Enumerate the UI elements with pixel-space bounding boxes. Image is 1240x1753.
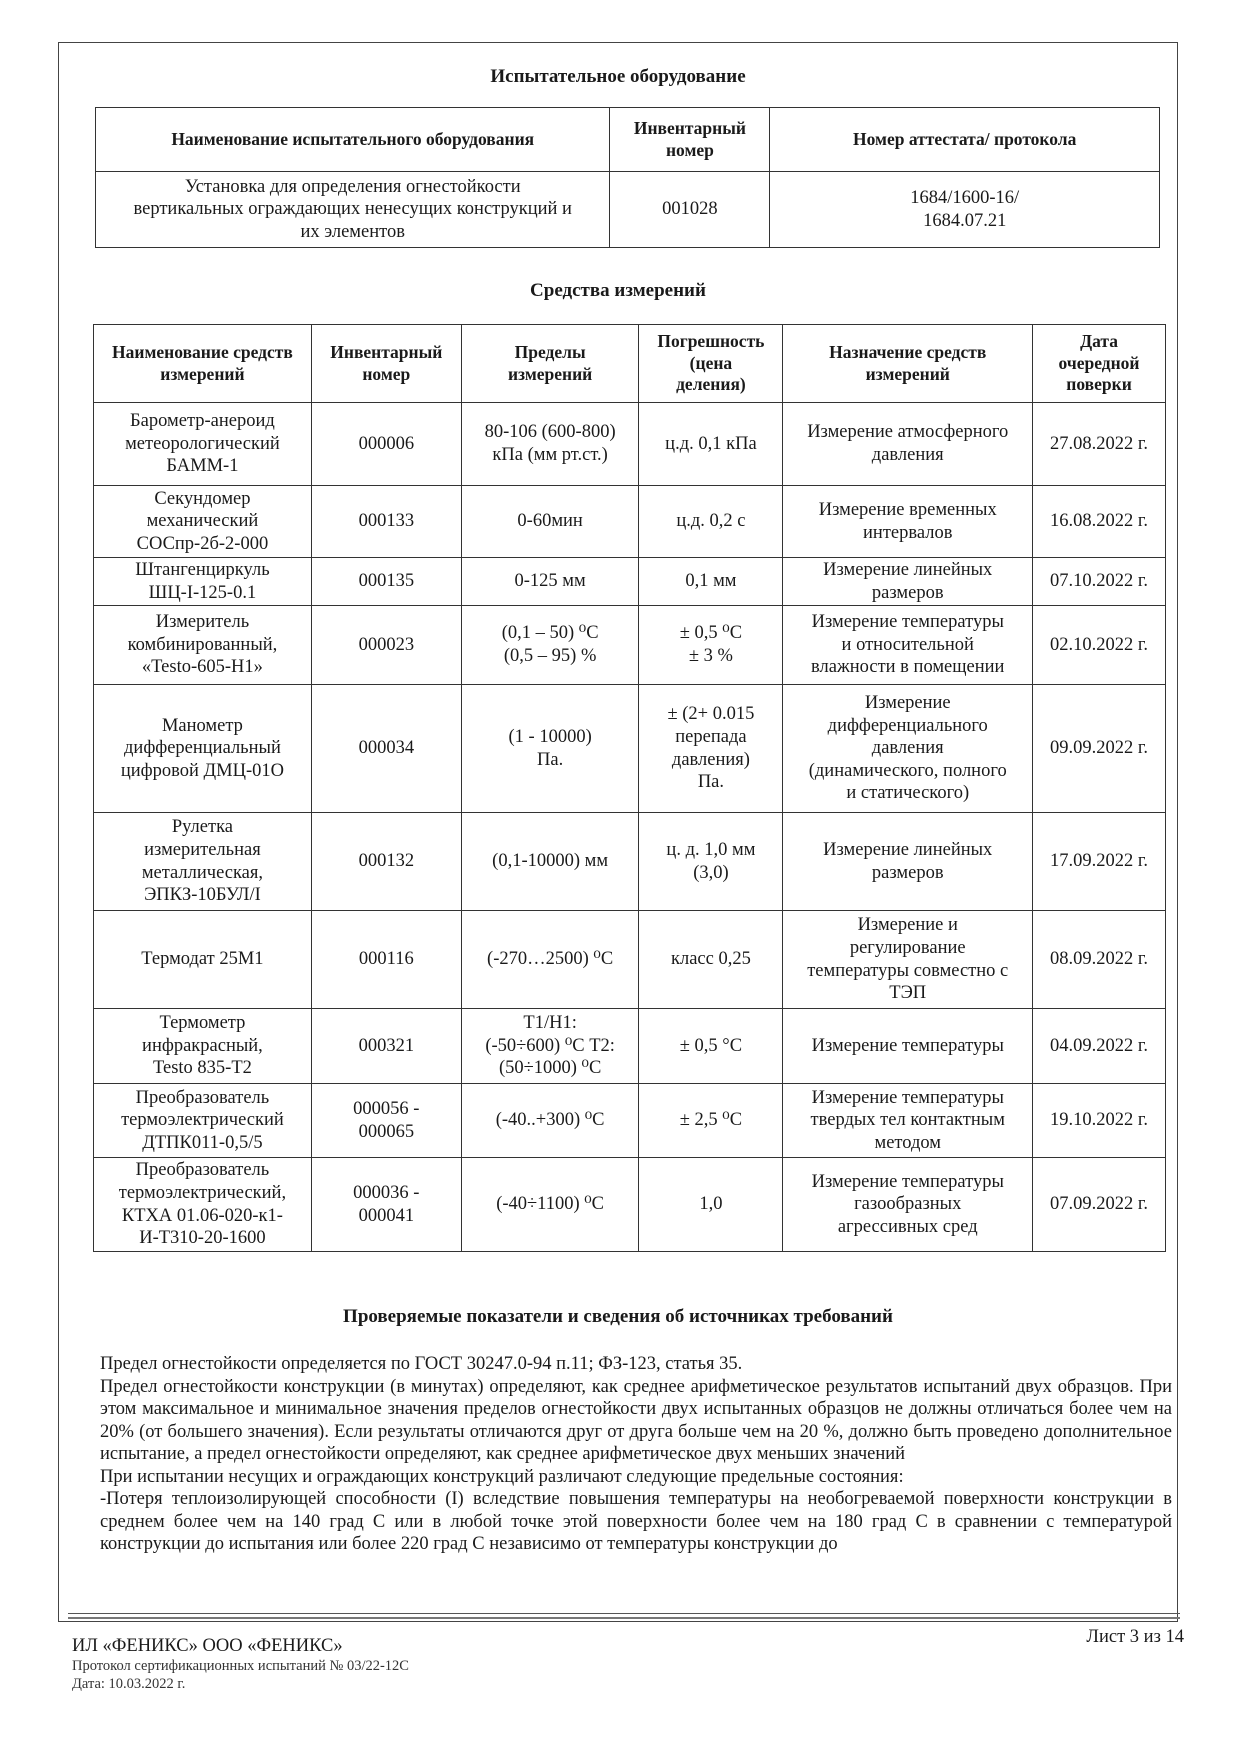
- equipment-header-inventory: [610, 108, 770, 172]
- instrument-row: [94, 685, 1166, 813]
- verification-date-line: 02.10.2022 г.: [1050, 634, 1149, 655]
- requirements-paragraph: Предел огнестойкости определяется по ГОСТ 30247.0-94 п.11; ФЗ-123, статья 35.: [100, 1354, 743, 1374]
- instrument-row: [94, 606, 1166, 685]
- instrument-name-line: Преобразователь: [135, 1087, 270, 1108]
- inventory-number-line: 000034: [358, 738, 415, 759]
- instrument-name-line: Термодат 25М1: [141, 949, 264, 970]
- instrument-row: [94, 1084, 1166, 1158]
- header-purpose: [783, 325, 1033, 403]
- instrument-row: [94, 403, 1166, 486]
- instrument-name-line: БАММ-1: [166, 456, 239, 477]
- header-line: Погрешность: [657, 331, 765, 352]
- instrument-name-line: ШЦ-I-125-0.1: [148, 582, 257, 603]
- footer-organization: ИЛ «ФЕНИКС» ООО «ФЕНИКС»: [72, 1636, 343, 1656]
- instruments-section-title: Средства измерений: [530, 280, 706, 301]
- instrument-name-line: Рулетка: [171, 817, 234, 838]
- instrument-name-cell: [94, 486, 312, 558]
- measurement-range-line: (-40..+300) ⁰С: [495, 1110, 605, 1131]
- purpose-line: размеров: [871, 862, 944, 883]
- instrument-name-line: металлическая,: [141, 862, 264, 883]
- inventory-number-cell: [311, 1084, 461, 1158]
- instrument-name-cell: [94, 685, 312, 813]
- instrument-row: [94, 1009, 1166, 1084]
- instrument-row: [94, 813, 1166, 911]
- inventory-number-line: 000116: [358, 949, 414, 970]
- instrument-name-cell: [94, 1084, 312, 1158]
- instrument-name-line: цифровой ДМЦ-01О: [120, 760, 284, 781]
- accuracy-cell: [639, 813, 783, 911]
- purpose-cell: [783, 558, 1033, 606]
- measurement-range-line: (-50÷600) ⁰С Т2:: [485, 1035, 615, 1056]
- measurement-range-line: Т1/Н1:: [523, 1013, 577, 1034]
- header-line: Наименование средств: [112, 342, 293, 363]
- verification-date-cell: [1033, 813, 1166, 911]
- instrument-name-cell: [94, 1009, 312, 1084]
- inventory-number-line: 000065: [358, 1121, 415, 1142]
- measurement-range-line: кПа (мм рт.ст.): [492, 445, 608, 465]
- purpose-line: газообразных: [854, 1194, 962, 1215]
- requirements-paragraph: При испытании несущих и ограждающих конструкций различают следующие предельные состояния:: [100, 1466, 904, 1487]
- purpose-line: Измерение линейных: [823, 839, 993, 860]
- instrument-name-line: ДТПК011-0,5/5: [142, 1132, 263, 1153]
- header-line: измерений: [507, 363, 593, 384]
- instrument-name-line: Секундомер: [154, 488, 251, 509]
- verification-date-cell: [1033, 911, 1166, 1009]
- footer-divider: [68, 1613, 1180, 1614]
- requirements-paragraph: Предел огнестойкости конструкции (в минутах) определяют, как среднее арифметическое результатов испытаний двух образцов. При этом максимальное и минимальное значения пределов огнестойкости двух испытанных образцов не должны отличаться более чем на 20% (от большего значения). Если результаты отличаются друг от друга больше чем на 20 %, должно быть проведено дополнительное испытание, а предел огнестойкости определяют, как среднее арифметическое двух меньших значений: [100, 1376, 1172, 1464]
- equipment-header-certificate: [770, 108, 1160, 172]
- measurement-range-cell: [461, 813, 639, 911]
- purpose-line: Измерение: [864, 693, 951, 714]
- instrument-name-line: Манометр: [161, 715, 243, 736]
- instrument-name-line: Testo 835-T2: [152, 1058, 252, 1079]
- purpose-line: размеров: [871, 582, 944, 603]
- instrument-name-cell: [94, 911, 312, 1009]
- footer-divider: [68, 1617, 1180, 1619]
- purpose-line: и относительной: [841, 634, 974, 655]
- measurement-range-cell: [461, 486, 639, 558]
- header-measurement-range: [461, 325, 639, 403]
- purpose-cell: [783, 1009, 1033, 1084]
- measurement-range-cell: [461, 1084, 639, 1158]
- accuracy-cell: [639, 558, 783, 606]
- instrument-row: [94, 911, 1166, 1009]
- header-line: очередной: [1058, 352, 1140, 373]
- instrument-name-cell: [94, 403, 312, 486]
- inventory-number-line: 000056 -: [353, 1098, 420, 1119]
- instrument-name-line: Измеритель: [155, 612, 250, 633]
- purpose-line: (динамического, полного: [808, 760, 1007, 781]
- instrument-name-line: И-Т310-20-1600: [139, 1228, 266, 1249]
- instrument-name-cell: [94, 606, 312, 685]
- instrument-name-line: Термометр: [159, 1013, 246, 1034]
- header-line: Пределы: [514, 342, 586, 363]
- instrument-row: [94, 1158, 1166, 1252]
- purpose-line: давления: [871, 738, 944, 759]
- instrument-row: [94, 558, 1166, 606]
- header-line: измерений: [865, 363, 950, 384]
- accuracy-cell: [639, 685, 783, 813]
- accuracy-line: ± 2,5 ⁰С: [679, 1110, 743, 1131]
- measurement-range-cell: [461, 403, 639, 486]
- requirements-paragraph: -Потеря теплоизолирующей способности (I) вследствие повышения температуры на необогреваемой поверхности конструкции в среднем более чем на 140 град С или в любой точке этой поверхности более чем на 180 град С в сравнении с температурой конструкции до испытания или более 220 град С независимо от температуры конструкции до: [100, 1489, 1172, 1554]
- instrument-name-line: Преобразователь: [135, 1160, 270, 1181]
- instrument-name-line: инфракрасный,: [142, 1035, 263, 1056]
- purpose-cell: [783, 911, 1033, 1009]
- accuracy-cell: [639, 403, 783, 486]
- instrument-name-line: термоэлектрический: [121, 1110, 284, 1131]
- measurement-range-line: Па.: [537, 749, 564, 770]
- header-line: поверки: [1066, 374, 1132, 395]
- header-line: Инвентарный: [330, 342, 443, 363]
- verification-date-cell: [1033, 486, 1166, 558]
- instrument-name-line: Барометр-анероид: [130, 411, 275, 432]
- equipment-inventory-cell: 001028: [610, 172, 770, 248]
- accuracy-line: ц.д. 0,2 с: [676, 511, 746, 532]
- accuracy-line: 1,0: [699, 1194, 723, 1215]
- accuracy-line: (3,0): [693, 862, 729, 883]
- verification-date-cell: [1033, 606, 1166, 685]
- accuracy-line: ± 0,5 ⁰С: [679, 623, 743, 644]
- equipment-header-inventory-text: Инвентарный номер: [633, 118, 746, 160]
- verification-date-line: 04.09.2022 г.: [1050, 1035, 1149, 1056]
- instrument-name-line: Штангенциркуль: [135, 559, 270, 580]
- accuracy-line: ц.д. 0,1 кПа: [665, 433, 757, 454]
- purpose-line: и статического): [846, 783, 970, 804]
- inventory-number-line: 000321: [358, 1035, 415, 1056]
- accuracy-line: Па.: [697, 772, 725, 793]
- instrument-name-line: ЭПКЗ-10БУЛ/I: [144, 885, 261, 906]
- purpose-line: интервалов: [863, 522, 953, 543]
- accuracy-line: ц. д. 1,0 мм: [666, 839, 756, 860]
- instrument-name-line: дифференциальный: [124, 738, 281, 759]
- equipment-name-line: Установка для определения огнестойкости: [184, 176, 521, 197]
- instrument-name-line: термоэлектрический,: [118, 1182, 287, 1203]
- accuracy-cell: [639, 911, 783, 1009]
- instruments-table: [93, 324, 1166, 1252]
- accuracy-line: перепада: [675, 726, 747, 747]
- inventory-number-cell: [311, 813, 461, 911]
- requirements-text: [100, 1353, 1172, 1556]
- instrument-name-line: «Testo-605-H1»: [141, 657, 263, 678]
- requirements-section-title: Проверяемые показатели и сведения об источниках требований: [343, 1306, 893, 1327]
- inventory-number-line: 000132: [358, 851, 415, 872]
- purpose-line: Измерение временных: [818, 499, 997, 520]
- inventory-number-cell: [311, 685, 461, 813]
- measurement-range-cell: [461, 1158, 639, 1252]
- verification-date-line: 17.09.2022 г.: [1050, 851, 1149, 872]
- purpose-cell: [783, 1158, 1033, 1252]
- purpose-cell: [783, 606, 1033, 685]
- equipment-header-row: [96, 108, 1160, 172]
- verification-date-cell: [1033, 558, 1166, 606]
- verification-date-line: 27.08.2022 г.: [1050, 433, 1149, 454]
- measurement-range-line: (1 - 10000): [508, 726, 592, 747]
- measurement-range-line: 0-125 мм: [514, 571, 586, 592]
- verification-date-cell: [1033, 1084, 1166, 1158]
- inventory-number-line: 000023: [358, 634, 415, 655]
- purpose-line: Измерение температуры: [811, 1035, 1004, 1056]
- purpose-line: твердых тел контактным: [810, 1110, 1005, 1131]
- footer-info: [72, 1636, 409, 1693]
- inventory-number-cell: [311, 1158, 461, 1252]
- header-line: Дата: [1080, 331, 1118, 352]
- inventory-number-line: 000041: [358, 1205, 415, 1226]
- measurement-range-cell: [461, 606, 639, 685]
- equipment-row: [96, 172, 1160, 248]
- equipment-header-certificate-text: Номер аттестата/ протокола: [853, 128, 1077, 149]
- inventory-number-cell: [311, 486, 461, 558]
- verification-date-line: 08.09.2022 г.: [1050, 949, 1149, 970]
- instrument-name-line: метеорологический: [125, 433, 280, 454]
- purpose-line: Измерение температуры: [811, 612, 1004, 633]
- measurement-range-line: (50÷1000) ⁰С: [498, 1058, 602, 1079]
- measurement-range-cell: [461, 685, 639, 813]
- inventory-number-line: 000133: [358, 511, 415, 532]
- purpose-line: влажности в помещении: [811, 657, 1005, 678]
- verification-date-line: 09.09.2022 г.: [1050, 738, 1149, 759]
- verification-date-line: 07.10.2022 г.: [1050, 571, 1149, 592]
- equipment-table: [95, 107, 1160, 248]
- verification-date-line: 16.08.2022 г.: [1050, 511, 1149, 532]
- inventory-number-line: 000006: [358, 433, 415, 454]
- accuracy-line: класс 0,25: [670, 949, 751, 970]
- equipment-certificate-line: 1684/1600-16/: [910, 187, 1020, 208]
- measurement-range-line: 0-60мин: [517, 511, 583, 532]
- purpose-line: Измерение и: [857, 915, 958, 936]
- instrument-name-cell: [94, 1158, 312, 1252]
- purpose-line: Измерение температуры: [811, 1087, 1004, 1108]
- measurement-range-line: 80-106 (600-800): [484, 422, 616, 443]
- accuracy-line: ± 3 %: [688, 646, 733, 666]
- purpose-line: Измерение линейных: [823, 559, 993, 580]
- measurement-range-line: (-270…2500) ⁰С: [487, 949, 614, 970]
- instrument-name-line: измерительная: [144, 839, 261, 860]
- measurement-range-line: (0,1-10000) мм: [492, 851, 609, 872]
- purpose-line: давления: [871, 445, 944, 465]
- accuracy-cell: [639, 1009, 783, 1084]
- accuracy-cell: [639, 606, 783, 685]
- equipment-name-line: их элементов: [300, 221, 405, 242]
- inventory-number-line: 000135: [358, 571, 415, 592]
- verification-date-line: 07.09.2022 г.: [1050, 1194, 1149, 1215]
- footer-protocol: Протокол сертификационных испытаний № 03/22-12С: [72, 1658, 409, 1674]
- purpose-line: дифференциального: [827, 715, 988, 736]
- header-line: измерений: [160, 363, 245, 384]
- header-instrument-name: [94, 325, 312, 403]
- measurement-range-cell: [461, 911, 639, 1009]
- measurement-range-line: (0,1 – 50) ⁰С: [501, 623, 599, 644]
- verification-date-cell: [1033, 685, 1166, 813]
- accuracy-line: ± 0,5 °С: [679, 1035, 743, 1056]
- footer-date: Дата: 10.03.2022 г.: [72, 1676, 186, 1692]
- verification-date-cell: [1033, 403, 1166, 486]
- verification-date-line: 19.10.2022 г.: [1050, 1110, 1149, 1131]
- equipment-header-name: Наименование испытательного оборудования: [96, 108, 610, 172]
- purpose-cell: [783, 685, 1033, 813]
- purpose-line: температуры совместно с: [807, 960, 1009, 981]
- purpose-cell: [783, 813, 1033, 911]
- purpose-cell: [783, 403, 1033, 486]
- purpose-line: агрессивных сред: [837, 1216, 978, 1237]
- accuracy-line: 0,1 мм: [685, 571, 737, 592]
- purpose-line: Измерение температуры: [811, 1171, 1004, 1192]
- measurement-range-cell: [461, 558, 639, 606]
- verification-date-cell: [1033, 1009, 1166, 1084]
- instrument-name-cell: [94, 813, 312, 911]
- header-inventory-number: [311, 325, 461, 403]
- purpose-line: ТЭП: [889, 983, 927, 1004]
- accuracy-cell: [639, 1158, 783, 1252]
- accuracy-cell: [639, 1084, 783, 1158]
- instrument-row: [94, 486, 1166, 558]
- measurement-range-cell: [461, 1009, 639, 1084]
- purpose-line: методом: [874, 1132, 941, 1153]
- header-line: Назначение средств: [829, 342, 987, 363]
- instruments-header-row: [94, 325, 1166, 403]
- purpose-cell: [783, 1084, 1033, 1158]
- measurement-range-line: (0,5 – 95) %: [503, 646, 597, 666]
- instrument-name-line: комбинированный,: [127, 634, 278, 655]
- header-line: номер: [362, 363, 411, 384]
- footer-sheet-number: Лист 3 из 14: [1086, 1627, 1184, 1647]
- verification-date-cell: [1033, 1158, 1166, 1252]
- inventory-number-line: 000036 -: [353, 1182, 420, 1203]
- header-next-verification-date: [1033, 325, 1166, 403]
- header-accuracy: [639, 325, 783, 403]
- instrument-name-line: КТХА 01.06-020-к1-: [121, 1205, 283, 1226]
- inventory-number-cell: [311, 606, 461, 685]
- accuracy-cell: [639, 486, 783, 558]
- equipment-certificate-line: 1684.07.21: [923, 210, 1007, 231]
- accuracy-line: ± (2+ 0.015: [667, 704, 755, 725]
- inventory-number-cell: [311, 911, 461, 1009]
- inventory-number-cell: [311, 558, 461, 606]
- equipment-name-line: вертикальных ограждающих ненесущих конструкций и: [133, 199, 572, 220]
- inventory-number-cell: [311, 1009, 461, 1084]
- equipment-name-cell: [96, 172, 610, 248]
- measurement-range-line: (-40÷1100) ⁰С: [496, 1194, 605, 1215]
- purpose-line: Измерение атмосферного: [807, 422, 1009, 443]
- instrument-name-line: механический: [146, 511, 259, 532]
- inventory-number-cell: [311, 403, 461, 486]
- instrument-name-cell: [94, 558, 312, 606]
- equipment-section-title: Испытательное оборудование: [490, 66, 746, 87]
- header-line: деления): [676, 374, 746, 395]
- accuracy-line: давления): [671, 749, 750, 770]
- header-line: (цена: [689, 352, 733, 373]
- instrument-name-line: СОСпр-2б-2-000: [136, 533, 269, 554]
- purpose-cell: [783, 486, 1033, 558]
- equipment-certificate-cell: [770, 172, 1160, 248]
- purpose-line: регулирование: [849, 937, 966, 958]
